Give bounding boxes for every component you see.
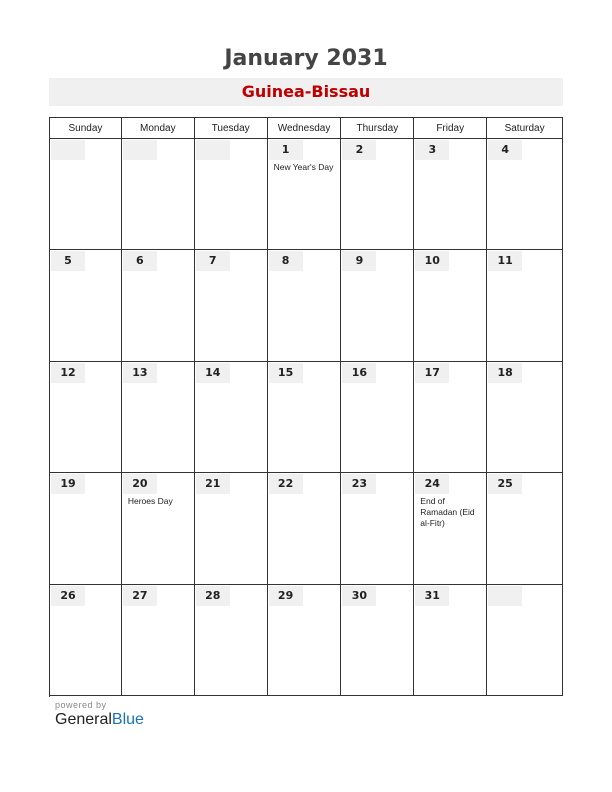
generalblue-logo[interactable]	[55, 711, 144, 729]
day-cell[interactable]	[268, 139, 342, 250]
weekday-header: Friday	[414, 118, 487, 139]
calendar-weeks	[50, 139, 563, 696]
day-cell[interactable]	[268, 362, 342, 473]
day-cell[interactable]	[487, 139, 563, 250]
day-cell[interactable]	[122, 473, 195, 584]
day-cell[interactable]	[487, 250, 563, 361]
day-number: 31	[415, 586, 449, 606]
day-cell[interactable]	[50, 250, 122, 361]
day-number: 9	[342, 251, 376, 271]
day-cell[interactable]	[341, 473, 414, 584]
weekday-header: Saturday	[487, 118, 563, 139]
calendar-week-row	[50, 585, 563, 696]
day-number: 3	[415, 140, 449, 160]
day-cell[interactable]	[122, 139, 195, 250]
day-number: 30	[342, 586, 376, 606]
day-cell[interactable]	[50, 362, 122, 473]
day-cell[interactable]	[487, 585, 563, 696]
day-cell[interactable]	[341, 250, 414, 361]
day-cell[interactable]	[414, 139, 487, 250]
weekday-header-row	[50, 118, 563, 139]
day-number: 18	[488, 363, 522, 383]
empty-day-marker	[196, 140, 230, 160]
day-number: 29	[269, 586, 303, 606]
calendar-title: January 2031	[224, 46, 388, 71]
day-number: 11	[488, 251, 522, 271]
day-number: 13	[123, 363, 157, 383]
day-cell[interactable]	[122, 250, 195, 361]
day-cell[interactable]	[195, 250, 268, 361]
day-number: 12	[51, 363, 85, 383]
brand-general: General	[55, 711, 112, 728]
empty-day-marker	[123, 140, 157, 160]
day-number: 19	[51, 474, 85, 494]
day-cell[interactable]	[414, 585, 487, 696]
weekday-header: Monday	[122, 118, 195, 139]
day-cell[interactable]	[487, 473, 563, 584]
weekday-header: Tuesday	[195, 118, 268, 139]
footer	[55, 700, 144, 729]
day-cell[interactable]	[122, 585, 195, 696]
calendar-week-row	[50, 250, 563, 361]
day-cell[interactable]	[50, 585, 122, 696]
day-cell[interactable]	[414, 362, 487, 473]
brand-blue: Blue	[111, 711, 144, 728]
weekday-header: Wednesday	[268, 118, 342, 139]
day-number: 1	[269, 140, 303, 160]
day-cell[interactable]	[50, 473, 122, 584]
day-number: 21	[196, 474, 230, 494]
day-cell[interactable]	[414, 473, 487, 584]
day-cell[interactable]	[122, 362, 195, 473]
day-number: 20	[123, 474, 157, 494]
day-number: 8	[269, 251, 303, 271]
calendar-week-row	[50, 473, 563, 584]
calendar-week-row	[50, 362, 563, 473]
day-number: 5	[51, 251, 85, 271]
day-cell[interactable]	[195, 139, 268, 250]
day-number: 26	[51, 586, 85, 606]
day-cell[interactable]	[195, 362, 268, 473]
day-cell[interactable]	[341, 585, 414, 696]
day-number: 10	[415, 251, 449, 271]
day-number: 24	[415, 474, 449, 494]
day-number: 14	[196, 363, 230, 383]
day-number: 22	[269, 474, 303, 494]
holiday-label: End of Ramadan (Eid al-Fitr)	[420, 496, 475, 529]
holiday-label: New Year's Day	[273, 162, 334, 172]
day-cell[interactable]	[195, 473, 268, 584]
day-number: 25	[488, 474, 522, 494]
calendar-week-row	[50, 139, 563, 250]
day-number: 17	[415, 363, 449, 383]
day-number: 4	[488, 140, 522, 160]
empty-day-marker	[488, 586, 522, 606]
day-cell[interactable]	[414, 250, 487, 361]
day-number: 23	[342, 474, 376, 494]
day-number: 28	[196, 586, 230, 606]
day-number: 27	[123, 586, 157, 606]
day-number: 6	[123, 251, 157, 271]
day-cell[interactable]	[268, 250, 342, 361]
day-cell[interactable]	[268, 585, 342, 696]
day-number: 2	[342, 140, 376, 160]
day-number: 7	[196, 251, 230, 271]
day-cell[interactable]	[268, 473, 342, 584]
empty-day-marker	[51, 140, 85, 160]
day-number: 16	[342, 363, 376, 383]
weekday-header: Sunday	[50, 118, 122, 139]
country-banner	[49, 78, 563, 106]
country-name: Guinea-Bissau	[241, 82, 371, 101]
day-number: 15	[269, 363, 303, 383]
powered-by-text: powered by	[55, 700, 107, 710]
weekday-header: Thursday	[341, 118, 414, 139]
day-cell[interactable]	[487, 362, 563, 473]
day-cell[interactable]	[341, 362, 414, 473]
day-cell[interactable]	[50, 139, 122, 250]
holiday-label: Heroes Day	[127, 496, 173, 507]
calendar-grid	[49, 117, 563, 697]
day-cell[interactable]	[195, 585, 268, 696]
day-cell[interactable]	[341, 139, 414, 250]
